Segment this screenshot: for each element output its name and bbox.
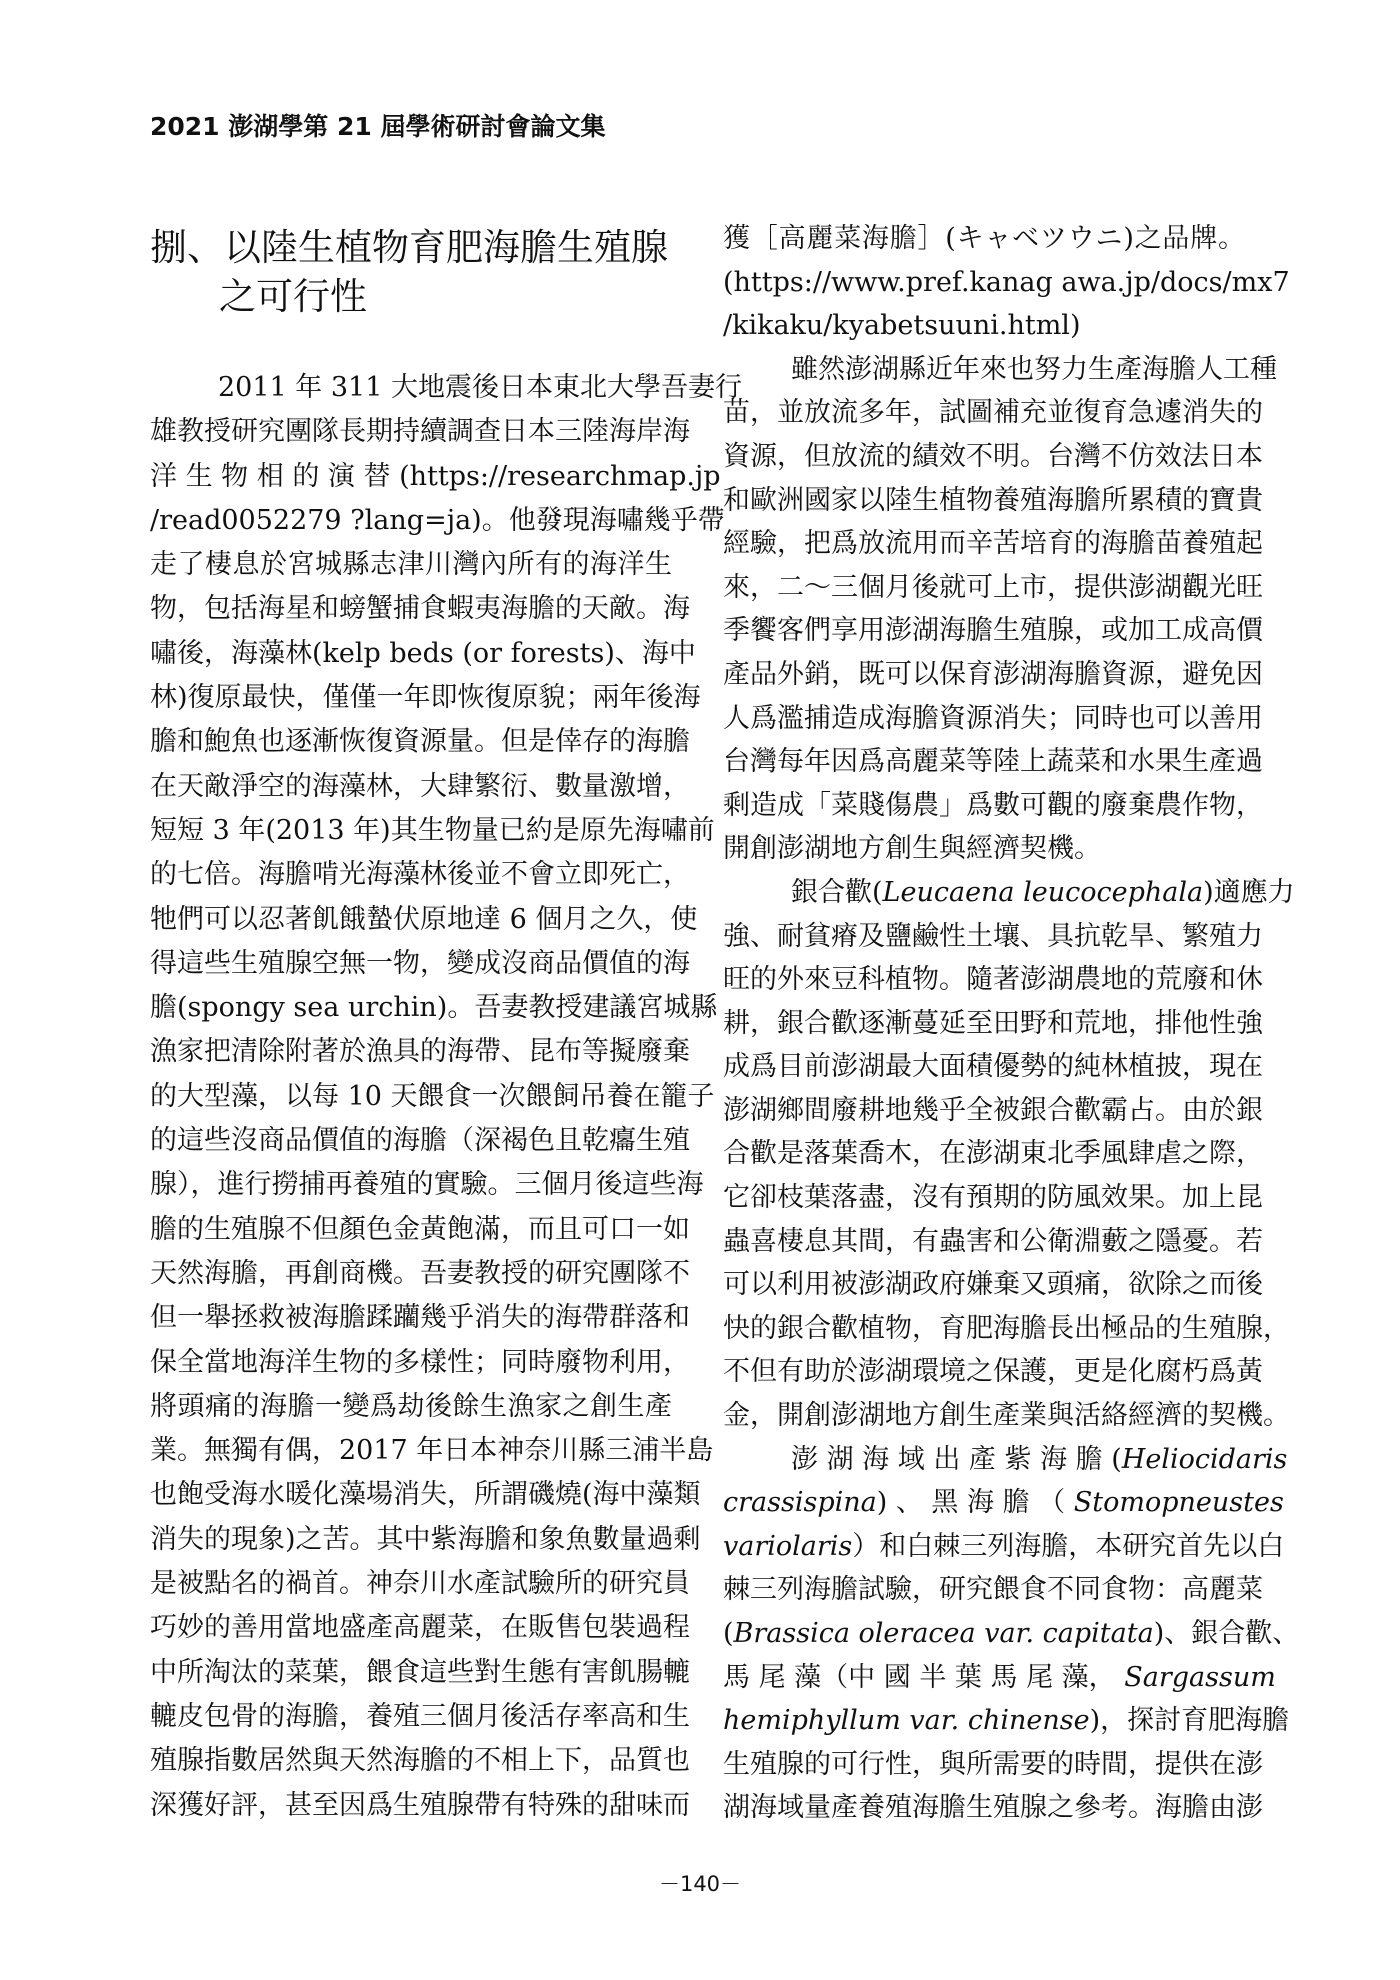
text-line — [723, 1525, 1285, 1569]
running-header: 2021 澎湖學第 21 屆學術研討會論文集 — [150, 112, 606, 141]
text-segment: 漁家把清除附著於漁具的海帶、昆布等擬廢棄 — [150, 1036, 690, 1068]
text-segment: )適應力 — [1203, 876, 1295, 908]
text-segment: 保全當地海洋生物的多樣性；同時廢物利用， — [150, 1346, 690, 1378]
text-segment: 膽的生殖腺不但顏色金黃飽滿，而且可口一如 — [150, 1213, 690, 1245]
text-line — [723, 1568, 1263, 1612]
text-line — [723, 958, 1263, 1002]
article-title-line-2: 之可行性 — [219, 275, 367, 318]
text-line — [723, 1481, 1284, 1525]
text-line — [723, 915, 1263, 959]
text-line — [150, 1075, 715, 1119]
text-segment: 經驗，把爲放流用而辛苦培育的海膽苗養殖起 — [723, 528, 1263, 560]
text-line — [723, 1350, 1263, 1394]
text-line — [150, 410, 690, 454]
text-line — [723, 1045, 1263, 1089]
text-segment: 產品外銷，既可以保育澎湖海膽資源，避免因 — [723, 658, 1263, 690]
text-segment: ）和白棘三列海膽，本研究首先以白 — [852, 1530, 1285, 1562]
text-segment: 澎湖鄉間廢耕地幾乎全被銀合歡霸占。由於銀 — [723, 1094, 1263, 1126]
text-line — [150, 1252, 690, 1296]
text-segment: 牠們可以忍著飢餓蟄伏原地達 6 個月之久，使 — [150, 903, 698, 935]
text-line — [150, 986, 718, 1030]
text-segment: 生殖腺的可行性，與所需要的時間，提供在澎 — [723, 1748, 1263, 1780]
text-line — [150, 543, 672, 587]
text-segment: 苗，並放流多年，試圖補充並復育急遽消失的 — [723, 397, 1263, 429]
text-segment: 短短 3 年(2013 年)其生物量已約是原先海嘯前 — [150, 814, 715, 846]
text-segment: 蟲喜棲息其間，有蟲害和公衛淵藪之隱憂。若 — [723, 1225, 1263, 1257]
text-segment: /read0052279 ?lang=ja)。他發現海嘯幾乎帶 — [150, 504, 725, 536]
text-line — [723, 653, 1263, 697]
text-segment: 消失的現象)之苦。其中紫海膽和象魚數量過剩 — [150, 1523, 701, 1555]
text-segment: 合歡是落葉喬木，在澎湖東北季風肆虐之際， — [723, 1138, 1263, 1170]
text-segment: 在天敵淨空的海藻林，大肆繁衍、數量激增， — [150, 770, 690, 802]
text-segment: 深獲好評，甚至因爲生殖腺帶有特殊的甜味而 — [150, 1789, 690, 1821]
text-line — [723, 1089, 1263, 1133]
text-segment: 2011 年 311 大地震後日本東北大學吾妻行 — [218, 372, 742, 403]
text-line — [150, 1030, 690, 1074]
italic-species-name: Stomopneustes — [1073, 1487, 1284, 1519]
text-line — [723, 871, 1295, 915]
text-segment: 洋 生 物 相 的 演 替 (https://researchmap.jp — [150, 460, 721, 492]
text-line — [150, 1695, 690, 1739]
text-line — [150, 1739, 690, 1783]
text-segment: 的大型藻，以每 10 天餵食一次餵飼吊養在籠子 — [150, 1080, 715, 1112]
text-line — [150, 676, 701, 720]
text-segment: 將頭痛的海膽一變爲劫後餘生漁家之創生產 — [150, 1390, 672, 1422]
text-segment: 馬 尾 藻（中 國 半 葉 馬 尾 藻， — [723, 1661, 1125, 1693]
text-line — [150, 632, 696, 676]
text-segment: 旺的外來豆科植物。隨著澎湖農地的荒廢和休 — [723, 964, 1263, 996]
text-segment: ( — [723, 1618, 734, 1649]
text-line — [150, 1119, 690, 1163]
text-line — [723, 1002, 1263, 1046]
text-line — [723, 609, 1263, 653]
text-segment: 但一舉拯救被海膽蹂躪幾乎消失的海帶群落和 — [150, 1302, 690, 1334]
text-segment: 物，包括海星和螃蟹捕食蝦夷海膽的天敵。海 — [150, 593, 690, 625]
text-line — [150, 587, 690, 631]
text-line — [150, 765, 690, 809]
text-line — [150, 455, 721, 499]
text-line — [723, 348, 1277, 392]
text-line — [723, 391, 1263, 435]
text-line — [723, 304, 1245, 348]
text-line — [150, 1341, 690, 1385]
text-line — [150, 1429, 714, 1473]
text-segment: (https://www.pref.kanag awa.jp/docs/mx7 — [723, 266, 1290, 298]
text-segment: 剩造成「菜賤傷農」爲數可觀的廢棄農作物， — [723, 789, 1263, 821]
text-segment: 強、耐貧瘠及鹽鹼性土壤、具抗乾旱、繁殖力 — [723, 920, 1263, 952]
text-segment: 得這些生殖腺空無一物，變成沒商品價值的海 — [150, 947, 690, 979]
text-segment: 資源，但放流的績效不明。台灣不仿效法日本 — [723, 440, 1263, 472]
text-segment: 快的銀合歡植物，育肥海膽長出極品的生殖腺， — [723, 1312, 1290, 1344]
text-segment: 獲［高麗菜海膽］(キャベツウニ)之品牌。 — [723, 223, 1245, 254]
text-line — [150, 1296, 690, 1340]
text-segment: 的七倍。海膽啃光海藻林後並不會立即死亡， — [150, 859, 690, 891]
text-segment: 的這些沒商品價值的海膽（深褐色且乾癟生殖 — [150, 1125, 690, 1157]
italic-species-name: crassispina — [723, 1487, 877, 1519]
text-segment: 雖然澎湖縣近年來也努力生產海膽人工種 — [791, 353, 1277, 385]
text-segment: 轆皮包骨的海膽，養殖三個月後活存率高和生 — [150, 1700, 690, 1732]
text-line — [723, 1786, 1263, 1830]
italic-species-name: Heliocidaris — [1121, 1443, 1288, 1475]
text-segment: 季饗客們享用澎湖海膽生殖腺，或加工成高價 — [723, 615, 1263, 647]
text-segment: 湖海域量產養殖海膽生殖腺之參考。海膽由澎 — [723, 1792, 1263, 1824]
text-line — [723, 522, 1263, 566]
text-segment: 人爲濫捕造成海膽資源消失；同時也可以善用 — [723, 702, 1263, 734]
text-segment: 林)復原最快，僅僅一年即恢復原貌；兩年後海 — [150, 682, 701, 714]
text-segment: 也飽受海水暖化藻場消失，所謂磯燒(海中藻類 — [150, 1479, 701, 1511]
text-line — [723, 566, 1263, 610]
text-segment: 開創澎湖地方創生與經濟契機。 — [723, 833, 1101, 865]
text-line — [150, 942, 690, 986]
page-number: －140－ — [658, 1872, 742, 1896]
text-line — [723, 1612, 1300, 1656]
text-line — [723, 435, 1263, 479]
text-segment: 銀合歡( — [791, 876, 883, 908]
text-segment: 膽(spongy sea urchin)。吾妻教授建議宮城縣 — [150, 992, 718, 1024]
italic-species-name: Leucaena leucocephala — [882, 876, 1204, 908]
text-segment: 成爲目前澎湖最大面積優勢的純林植披，現在 — [723, 1051, 1263, 1083]
text-segment: 天然海膽，再創商機。吾妻教授的研究團隊不 — [150, 1257, 690, 1289]
text-line — [723, 1307, 1290, 1351]
text-line — [150, 1208, 690, 1252]
text-segment: )，探討育肥海膽 — [1089, 1705, 1290, 1737]
text-line — [150, 499, 725, 543]
text-line — [150, 809, 715, 853]
text-segment: )、銀合歡、 — [1153, 1618, 1300, 1649]
text-segment: 雄教授研究團隊長期持續調查日本三陸海岸海 — [150, 416, 690, 448]
text-line — [723, 827, 1245, 871]
text-line — [723, 261, 1290, 305]
text-line — [723, 1263, 1263, 1307]
text-line — [723, 1656, 1276, 1700]
text-segment: 腺），進行撈捕再養殖的實驗。三個月後這些海 — [150, 1169, 704, 1201]
text-line — [723, 1699, 1290, 1743]
text-line — [150, 366, 742, 410]
text-line — [150, 898, 698, 942]
text-line — [150, 1606, 690, 1650]
text-line — [723, 1743, 1263, 1787]
text-line — [723, 740, 1263, 784]
text-segment: 它卻枝葉落盡，沒有預期的防風效果。加上昆 — [723, 1182, 1263, 1214]
text-segment: 澎 湖 海 域 出 產 紫 海 膽 ( — [791, 1443, 1122, 1475]
text-segment: 殖腺指數居然與天然海膽的不相上下，品質也 — [150, 1745, 690, 1777]
text-line — [723, 479, 1263, 523]
text-segment: 走了棲息於宮城縣志津川灣內所有的海洋生 — [150, 549, 672, 581]
text-line — [723, 784, 1263, 828]
italic-species-name: Brassica oleracea var. capitata — [733, 1618, 1154, 1649]
text-line — [723, 1176, 1263, 1220]
text-line — [150, 720, 690, 764]
text-segment: 嘯後，海藻林(kelp beds (or forests)、海中 — [150, 637, 696, 669]
text-segment: 膽和鮑魚也逐漸恢復資源量。但是倖存的海膽 — [150, 726, 690, 758]
text-segment: 台灣每年因爲高麗菜等陸上蔬菜和水果生產過 — [723, 746, 1263, 778]
body-column-right — [723, 217, 1300, 1830]
text-segment: 巧妙的善用當地盛產高麗菜，在販售包裝過程 — [150, 1612, 690, 1644]
text-segment: 棘三列海膽試驗，研究餵食不同食物：高麗菜 — [723, 1574, 1263, 1606]
text-line — [723, 697, 1263, 741]
text-segment: 來，二～三個月後就可上市，提供澎湖觀光旺 — [723, 571, 1263, 603]
text-line — [150, 853, 690, 897]
italic-species-name: variolaris — [723, 1530, 853, 1562]
text-segment: 是被點名的禍首。神奈川水產試驗所的研究員 — [150, 1568, 690, 1600]
text-segment: 業。無獨有偶，2017 年日本神奈川縣三浦半島 — [150, 1435, 714, 1467]
text-line — [150, 1562, 690, 1606]
text-line — [723, 1220, 1263, 1264]
text-line — [150, 1385, 672, 1429]
text-line — [150, 1784, 690, 1828]
text-line — [150, 1518, 701, 1562]
text-segment: 金，開創澎湖地方創生產業與活絡經濟的契機。 — [723, 1400, 1290, 1432]
text-segment: /kikaku/kyabetsuuni.html) — [723, 310, 1081, 342]
text-segment: 耕，銀合歡逐漸蔓延至田野和荒地，排他性強 — [723, 1007, 1263, 1039]
text-line — [150, 1473, 701, 1517]
text-segment: 中所淘汰的菜葉，餵食這些對生態有害飢腸轆 — [150, 1656, 690, 1688]
body-column-left — [150, 366, 742, 1828]
text-line — [723, 1438, 1288, 1482]
text-line — [150, 1651, 690, 1695]
italic-species-name: hemiphyllum var. chinense — [723, 1705, 1090, 1737]
article-title-line-1: 捌、以陸生植物育肥海膽生殖腺 — [150, 226, 668, 269]
italic-species-name: Sargassum — [1124, 1661, 1276, 1693]
text-line — [150, 1163, 704, 1207]
text-line — [723, 1394, 1290, 1438]
text-segment: ) 、 黑 海 膽 （ — [876, 1487, 1074, 1519]
text-segment: 不但有助於澎湖環境之保護，更是化腐朽爲黃 — [723, 1356, 1263, 1388]
text-line — [723, 1132, 1263, 1176]
text-segment: 可以利用被澎湖政府嫌棄又頭痛，欲除之而後 — [723, 1269, 1263, 1301]
text-segment: 和歐洲國家以陸生植物養殖海膽所累積的寶貴 — [723, 484, 1263, 516]
text-line — [723, 217, 1245, 261]
